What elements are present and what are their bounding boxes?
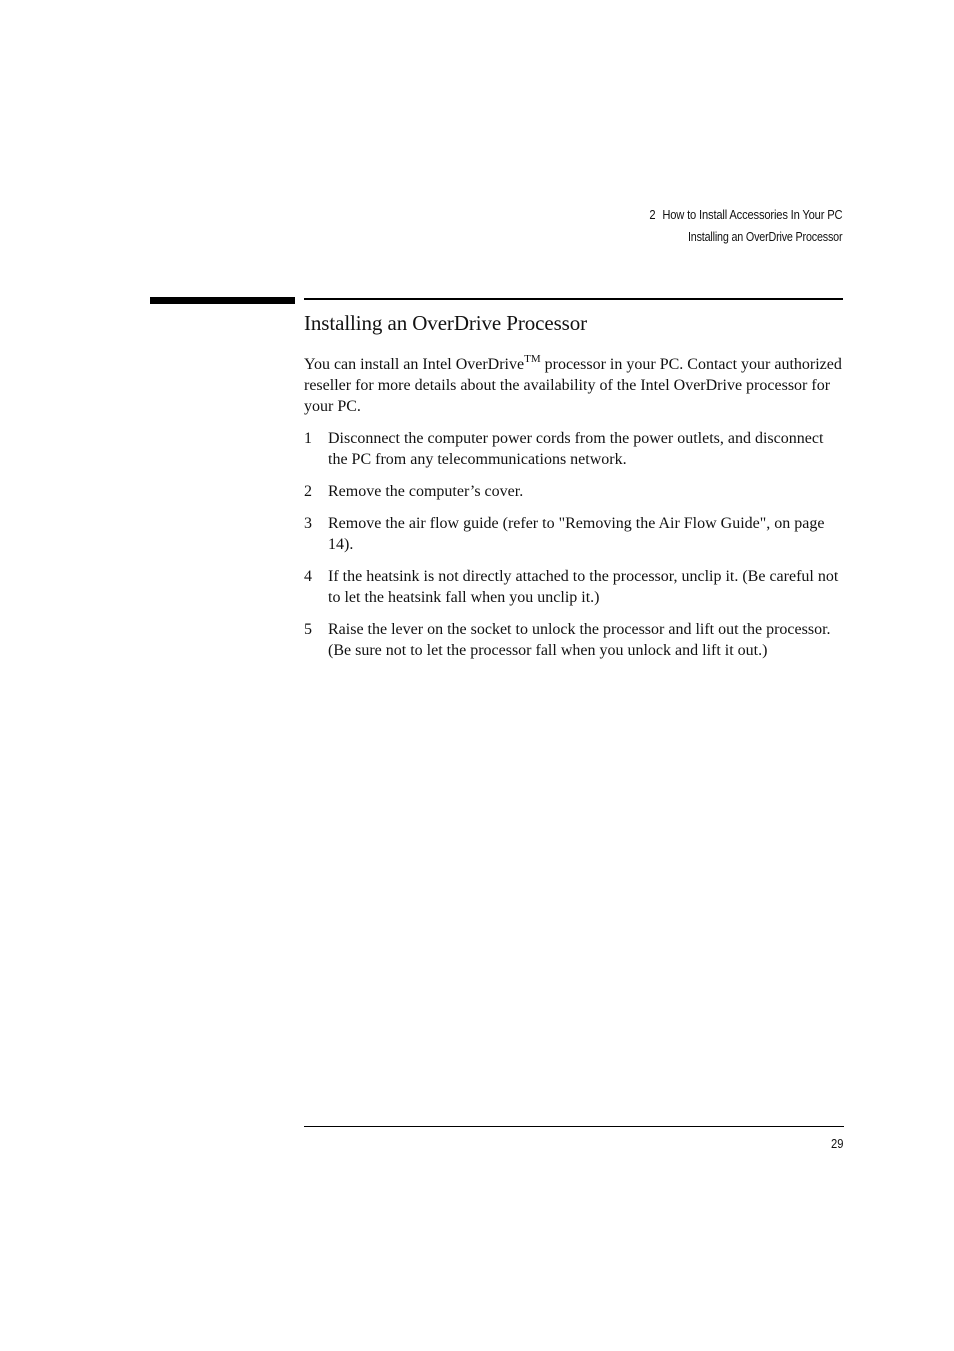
step-number: 2	[304, 483, 312, 500]
section-marker-bar	[150, 297, 295, 304]
step-text: Raise the lever on the socket to unlock the processor and lift out the processor. (Be sure not to let the processor fall when you unlock and lift it out.)	[328, 621, 831, 659]
running-head-chapter-number: 2	[649, 207, 656, 222]
steps-list	[304, 428, 844, 661]
page-number: 29	[830, 1136, 843, 1151]
list-item	[304, 513, 844, 555]
step-number: 3	[304, 515, 312, 532]
intro-paragraph	[304, 354, 844, 417]
section-top-rule	[304, 298, 843, 300]
running-head-chapter-title: How to Install Accessories In Your PC	[661, 207, 842, 222]
step-text: If the heatsink is not directly attached to the processor, unclip it. (Be careful not to let the heatsink fall when you unclip it.)	[328, 568, 839, 606]
section-heading: Installing an OverDrive Processor	[304, 311, 588, 335]
step-text: Remove the air flow guide (refer to "Removing the Air Flow Guide", on page 14).	[328, 515, 825, 553]
step-number: 4	[304, 568, 312, 585]
list-item	[304, 481, 844, 502]
list-item	[304, 428, 844, 470]
intro-text-after-trademark: processor in your PC. Contact your authorized reseller for more details about the availability of the Intel OverDrive processor for your PC.	[304, 356, 842, 415]
step-number: 5	[304, 621, 312, 638]
list-item	[304, 619, 844, 661]
footer-rule	[304, 1126, 844, 1127]
running-head-chapter	[649, 206, 842, 224]
step-text: Remove the computer’s cover.	[328, 483, 524, 500]
trademark-symbol: TM	[524, 352, 541, 365]
section-content	[304, 308, 844, 672]
step-text: Disconnect the computer power cords from the power outlets, and disconnect the PC from any telecommunications network.	[328, 430, 824, 468]
running-head-section-title: Installing an OverDrive Processor	[687, 230, 842, 244]
step-number: 1	[304, 430, 312, 447]
list-item	[304, 566, 844, 608]
intro-text-before-trademark: You can install an Intel OverDrive	[304, 356, 525, 373]
running-head	[618, 206, 842, 246]
